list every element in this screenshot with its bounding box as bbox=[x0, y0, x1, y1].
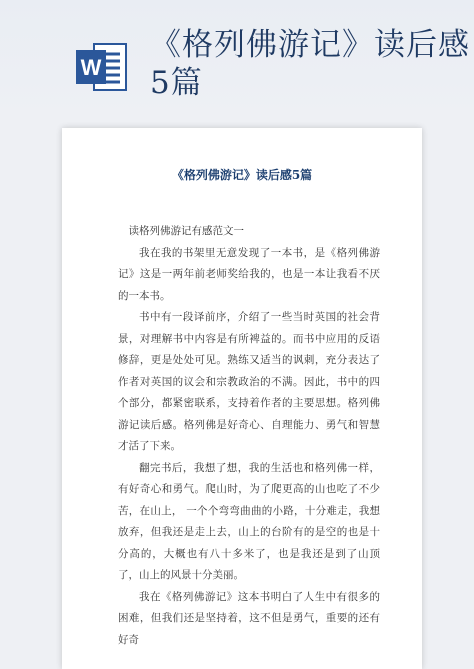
paragraph: 我在我的书架里无意发现了一本书，是《格列佛游记》这是一两年前老师奖给我的，也是一本让我看不厌的一本书。 bbox=[118, 246, 380, 302]
headline-title: 《格列佛游记》读后感5篇 bbox=[150, 27, 470, 101]
word-document-icon bbox=[74, 40, 128, 94]
paragraph: 书中有一段译前序，介绍了一些当时英国的社会背景，对理解书中内容是有所裨益的。而书中应用的反语修辞，更是处处可见。熟练又适当的讽刺，充分表达了作者对英国的议会和宗教政治的不满。因此，书中的四个部分，都紧密联系，支持着作者的主要思想。格列佛游记读后感。格列佛是好奇心、自理能力、勇气和智慧才活了下来。 bbox=[118, 311, 380, 452]
svg-text:W: W bbox=[80, 55, 102, 80]
document-title: 《格列佛游记》读后感5篇 bbox=[171, 168, 313, 182]
header-banner bbox=[0, 0, 474, 120]
document-page bbox=[62, 128, 422, 669]
paragraph: 我在《格列佛游记》这本书明白了人生中有很多的困难，但我们还是坚持着，这不但是勇气，重要的还有好奇 bbox=[118, 590, 380, 646]
paragraph: 读格列佛游记有感范文一 bbox=[128, 225, 244, 237]
paragraph: 翻完书后，我想了想，我的生活也和格列佛一样，有好奇心和勇气。爬山时，为了爬更高的山也吃了不少苦，在山上， 一个个弯弯曲曲的小路，十分难走，我想放弃，但我还是走上去，山上的台阶有的是空的也是十分高的，大概也有八十多米了，也是我还是到了山顶了，山上的风景十分美丽。 bbox=[118, 461, 380, 581]
document-body bbox=[118, 221, 380, 651]
